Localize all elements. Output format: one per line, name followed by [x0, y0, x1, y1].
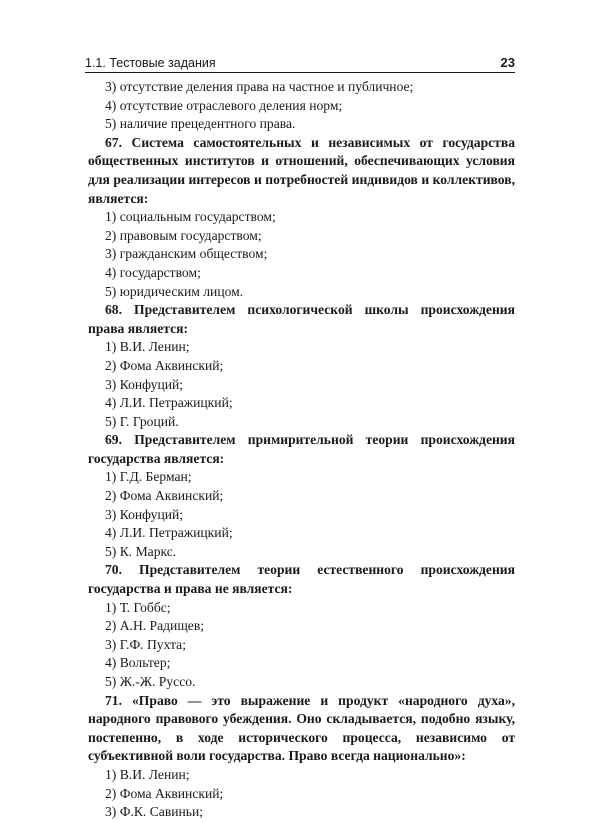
answer-option: 3) Конфуций;: [105, 506, 184, 522]
answer-option: 4) Вольтер;: [105, 655, 171, 671]
answer-option: 3) Конфуций;: [105, 376, 184, 392]
question-69: 69. Представителем примирительной теории происхождения государства является:: [88, 432, 515, 466]
running-header: [85, 50, 515, 70]
question-68: 68. Представителем психологической школы происхождения права является:: [88, 302, 515, 336]
answer-option: 2) Фома Аквинский;: [105, 357, 224, 373]
answer-option: 4) Л.И. Петражицкий;: [105, 525, 233, 541]
answer-option: 1) социальным государством;: [105, 209, 276, 225]
answer-option: 3) Ф.К. Савиньи;: [105, 804, 204, 820]
question-70: 70. Представителем теории естественного происхождения государства и права не является:: [88, 562, 515, 597]
answer-option: 2) Фома Аквинский;: [105, 488, 224, 504]
answer-option: 2) Фома Аквинский;: [105, 785, 224, 801]
answer-option: 2) правовым государством;: [105, 227, 262, 243]
answer-option: 1) Г.Д. Берман;: [105, 469, 192, 485]
answer-option: 3) Г.Ф. Пухта;: [105, 636, 186, 652]
answer-option: 5) юридическим лицом.: [105, 283, 244, 299]
answer-option: 3) отсутствие деления права на частное и публичное;: [105, 79, 414, 94]
page-body: [88, 78, 515, 822]
answer-option: 1) В.И. Ленин;: [105, 766, 190, 782]
answer-option: 5) Г. Гроций.: [105, 413, 179, 429]
answer-option: 4) отсутствие отраслевого деления норм;: [105, 97, 343, 113]
answer-option: 5) К. Маркс.: [105, 543, 177, 559]
answer-option: 1) В.И. Ленин;: [105, 339, 190, 355]
page-number: 23: [500, 55, 515, 70]
question-71: 71. «Право — это выражение и продукт «народного духа», народного правового убеждения. Оно складывается, подобно языку, постепенно, в ходе исторического процесса, независимо от субъективной воли государства. Право всегда национально»:: [88, 692, 515, 764]
section-title: 1.1. Тестовые задания: [85, 56, 216, 70]
answer-option: 5) Ж.-Ж. Руссо.: [105, 674, 196, 689]
answer-option: 4) государством;: [105, 264, 201, 280]
question-67: 67. Система самостоятельных и независимых от государства общественных институтов и отношений, обеспечивающих условия для реализации интересов и потребностей индивидов и коллективов, является:: [88, 134, 515, 206]
answer-option: 1) Т. Гоббс;: [105, 599, 171, 615]
answer-option: 5) наличие прецедентного права.: [105, 116, 296, 132]
answer-option: 4) Л.И. Петражицкий;: [105, 395, 233, 411]
answer-option: 2) А.Н. Радищев;: [105, 618, 205, 634]
header-rule: [85, 72, 515, 73]
answer-option: 3) гражданским обществом;: [105, 246, 268, 262]
